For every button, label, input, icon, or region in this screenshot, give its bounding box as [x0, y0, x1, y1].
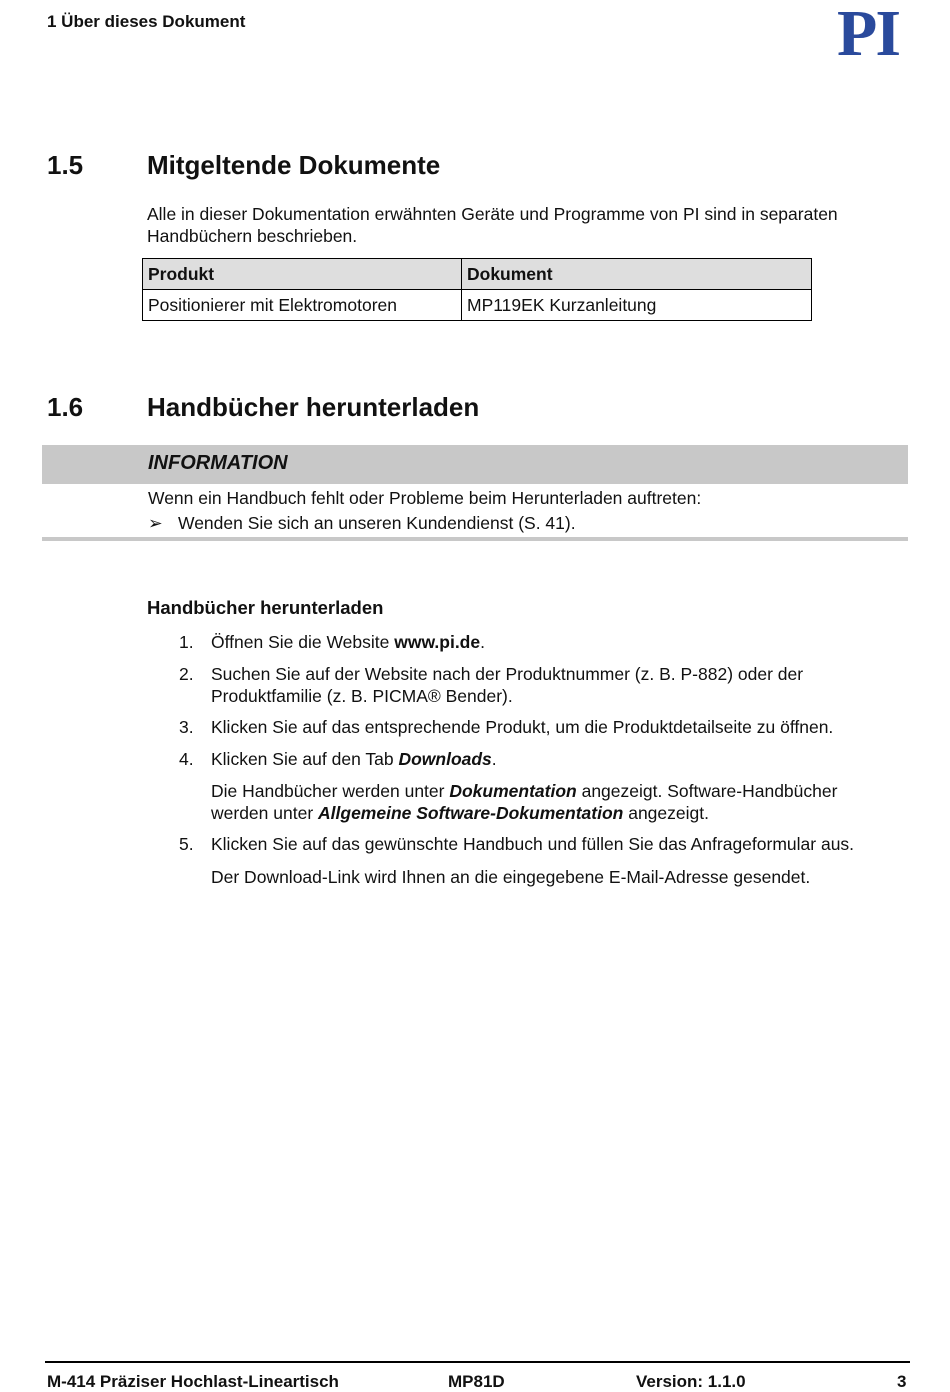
list-item: [179, 663, 879, 707]
table-header-cell: Dokument: [462, 259, 812, 290]
section-number: 1.5: [47, 150, 84, 180]
website-link[interactable]: www.pi.de: [394, 632, 481, 652]
downloads-tab-ref: Downloads: [398, 749, 492, 769]
procedure-heading: Handbücher herunterladen: [147, 597, 384, 618]
footer-product: M-414 Präziser Hochlast-Lineartisch: [47, 1372, 339, 1391]
list-item: [179, 833, 879, 855]
step-number: 2.: [179, 664, 194, 684]
info-bullet-text: Wenden Sie sich an unseren Kundendienst (S. 41).: [178, 513, 576, 533]
step-note: Der Download-Link wird Ihnen an die eingegebene E-Mail-Adresse gesendet.: [211, 867, 811, 887]
step-number: 4.: [179, 749, 194, 769]
pi-logo: [814, 6, 922, 58]
step-note: [211, 780, 881, 824]
list-item: [179, 716, 879, 738]
step-number: 1.: [179, 632, 194, 652]
footer-version: Version: 1.1.0: [636, 1372, 746, 1391]
info-label: INFORMATION: [148, 452, 288, 474]
info-bullet: [148, 512, 576, 534]
step-text: Klicken Sie auf das entsprechende Produkt, um die Produktdetailseite zu öffnen.: [211, 717, 834, 737]
table-header-row: [143, 259, 812, 290]
step-text-end: .: [480, 632, 485, 652]
note-text: Die Handbücher werden unter: [211, 781, 450, 801]
footer-doc-id: MP81D: [448, 1372, 505, 1391]
section-intro: Alle in dieser Dokumentation erwähnten Geräte und Programme von PI sind in separaten Handbüchern beschrieben.: [147, 204, 838, 246]
table-row: [143, 290, 812, 321]
section-title: Mitgeltende Dokumente: [147, 150, 441, 180]
step-text: Klicken Sie auf das gewünschte Handbuch und füllen Sie das Anfrageformular aus.: [211, 834, 855, 854]
note-text: angezeigt.: [623, 803, 709, 823]
info-box-rule: [42, 537, 908, 541]
step-number: 5.: [179, 834, 194, 854]
table-cell: MP119EK Kurzanleitung: [462, 290, 812, 321]
note-emphasis: Allgemeine Software-Dokumentation: [318, 803, 624, 823]
step-text: Öffnen Sie die Website: [211, 632, 395, 652]
documents-table: [142, 258, 812, 321]
step-number: 3.: [179, 717, 194, 737]
footer-rule: [45, 1361, 910, 1363]
info-text: Wenn ein Handbuch fehlt oder Probleme beim Herunterladen auftreten:: [148, 488, 702, 508]
note-emphasis: Dokumentation: [449, 781, 577, 801]
arrow-bullet-icon: ➢: [148, 513, 163, 533]
running-header: 1 Über dieses Dokument: [47, 12, 246, 31]
svg-text:PI: PI: [837, 6, 899, 58]
section-title: Handbücher herunterladen: [147, 392, 480, 422]
page-number: 3: [897, 1372, 907, 1391]
step-text-end: .: [491, 749, 497, 769]
note-text: angezeigt. Software-Handbücher werden unter: [211, 781, 838, 823]
table-header-cell: Produkt: [143, 259, 462, 290]
step-text: Klicken Sie auf den Tab: [211, 749, 399, 769]
section-number: 1.6: [47, 392, 84, 422]
step-text: Suchen Sie auf der Website nach der Produktnummer (z. B. P-882) oder der Produktfamilie (z. B. PICMA® Bender).: [211, 664, 804, 706]
list-item: [179, 631, 879, 653]
list-item: [179, 748, 879, 770]
table-cell: Positionierer mit Elektromotoren: [143, 290, 462, 321]
